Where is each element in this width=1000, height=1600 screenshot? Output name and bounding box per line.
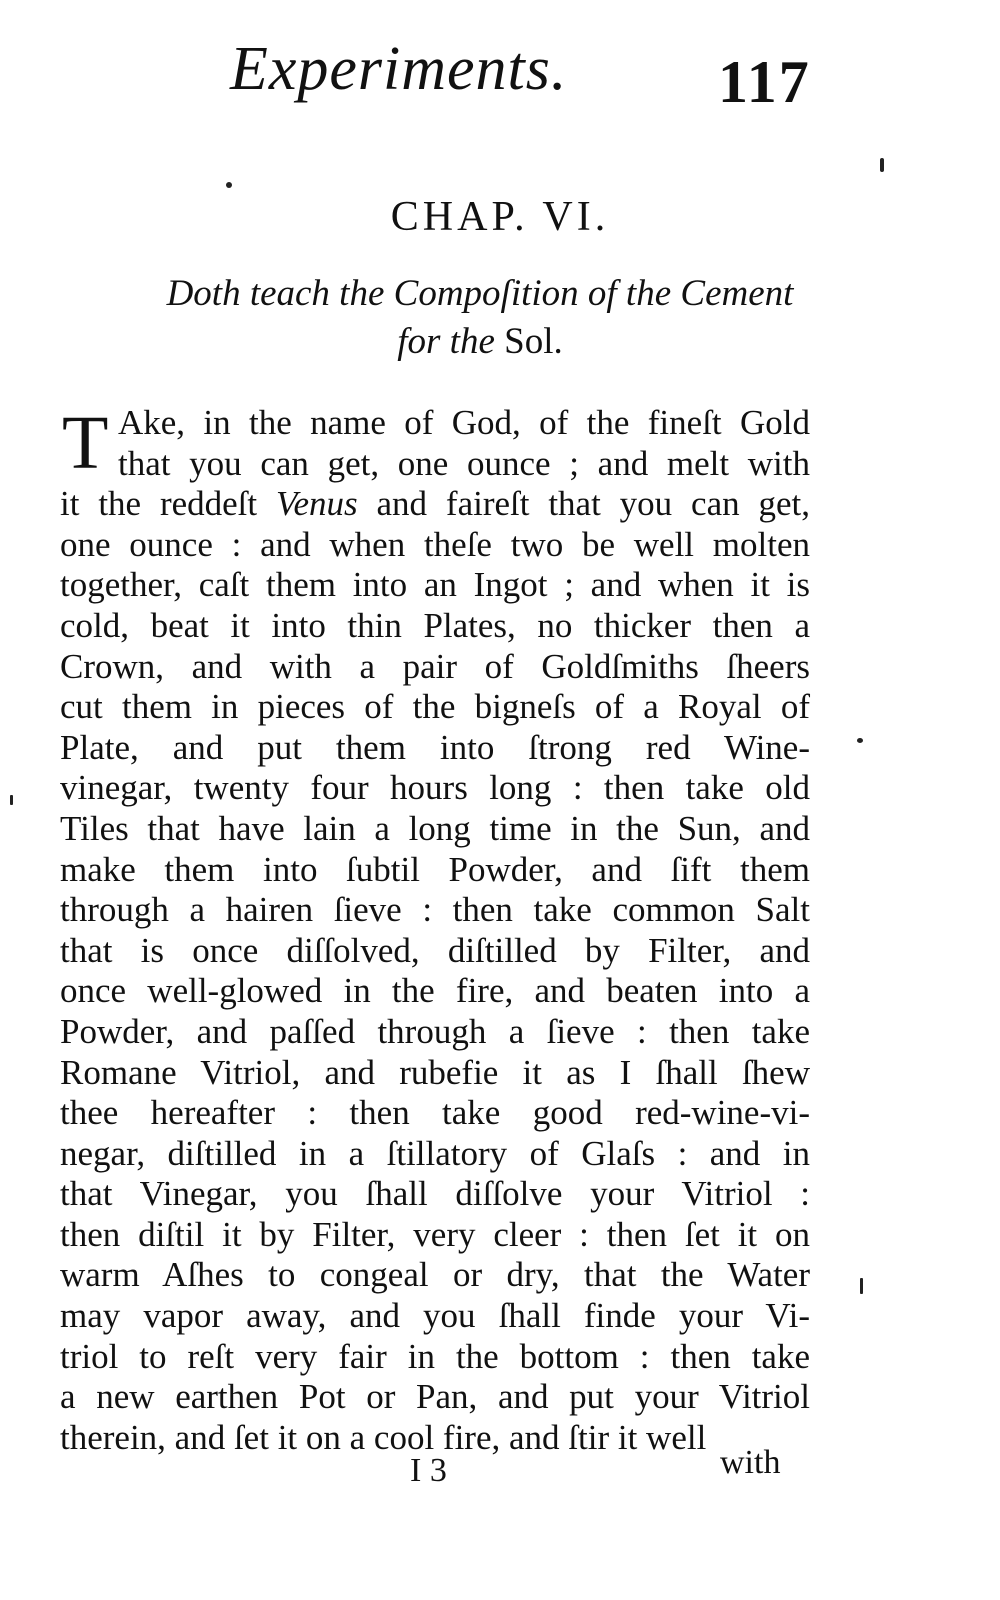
- text-line: make them into ſubtil Powder, and ſift them: [60, 849, 810, 889]
- text-line: vinegar, twenty four hours long : then take old: [60, 768, 810, 808]
- chapter-subtitle-line-1: Doth teach the Compoſition of the Cement: [166, 273, 794, 314]
- drop-cap: T: [62, 401, 109, 485]
- text-line: together, caſt them into an Ingot ; and when it is: [60, 565, 810, 605]
- text-line: that is once diſſolved, diſtilled by Filter, and: [60, 930, 810, 970]
- text-line: Tiles that have lain a long time in the Sun, and: [60, 808, 810, 848]
- scan-speck: [880, 158, 884, 172]
- scan-speck: [860, 1278, 863, 1294]
- text-line: once well-glowed in the fire, and beaten into a: [60, 971, 810, 1011]
- body-text: [60, 403, 810, 1458]
- text-line: Powder, and paſſed through a ſieve : then take: [60, 1011, 810, 1051]
- text-line: through a hairen ſieve : then take common Salt: [60, 890, 810, 930]
- text-line: negar, diſtilled in a ſtillatory of Glaſs : and in: [60, 1133, 810, 1173]
- text-line: may vapor away, and you ſhall finde your Vi-: [60, 1296, 810, 1336]
- text-line: warm Aſhes to congeal or dry, that the Water: [60, 1255, 810, 1295]
- chapter-subtitle-line-2: [100, 318, 860, 366]
- text-line: that Vinegar, you ſhall diſſolve your Vitriol :: [60, 1174, 810, 1214]
- scan-speck: [226, 182, 232, 188]
- text-line: triol to reſt very fair in the bottom : then take: [60, 1336, 810, 1376]
- text-line: Romane Vitriol, and rubefie it as I ſhall ſhew: [60, 1052, 810, 1092]
- chapter-subtitle: [100, 270, 860, 366]
- catchword: with: [720, 1444, 781, 1481]
- text-line: therein, and ſet it on a cool fire, and ſtir it well: [60, 1417, 707, 1457]
- text-line: cold, beat it into thin Plates, no thicker then a: [60, 605, 810, 645]
- chapter-subtitle-italic-part: for the: [397, 321, 505, 362]
- chapter-heading: CHAP. VI.: [390, 194, 610, 240]
- text-line: one ounce : and when theſe two be well molten: [60, 524, 810, 564]
- text-line: Crown, and with a pair of Goldſmiths ſheers: [60, 646, 810, 686]
- text-line: Plate, and put them into ſtrong red Wine-: [60, 727, 810, 767]
- scan-speck: [857, 738, 863, 743]
- text-line: a new earthen Pot or Pan, and put your Vitriol: [60, 1377, 810, 1417]
- running-head-title: Experiments.: [230, 35, 568, 103]
- chapter-subtitle-roman-part: Sol.: [504, 321, 563, 362]
- scan-speck: [10, 795, 13, 805]
- text-line: then diſtil it by Filter, very cleer : then ſet it on: [60, 1214, 810, 1254]
- text-line: that you can get, one ounce ; and melt with: [118, 443, 810, 483]
- page-number: 117: [718, 49, 811, 115]
- signature-mark: I 3: [410, 1452, 447, 1489]
- text-line: cut them in pieces of the bigneſs of a Royal of: [60, 687, 810, 727]
- text-line: Ake, in the name of God, of the fineſt Gold: [118, 403, 810, 442]
- text-line: thee hereafter : then take good red-wine-vi-: [60, 1093, 810, 1133]
- text-line: it the reddeſt Venus and faireſt that you can get,: [60, 484, 810, 524]
- page-footer: [0, 1446, 1000, 1496]
